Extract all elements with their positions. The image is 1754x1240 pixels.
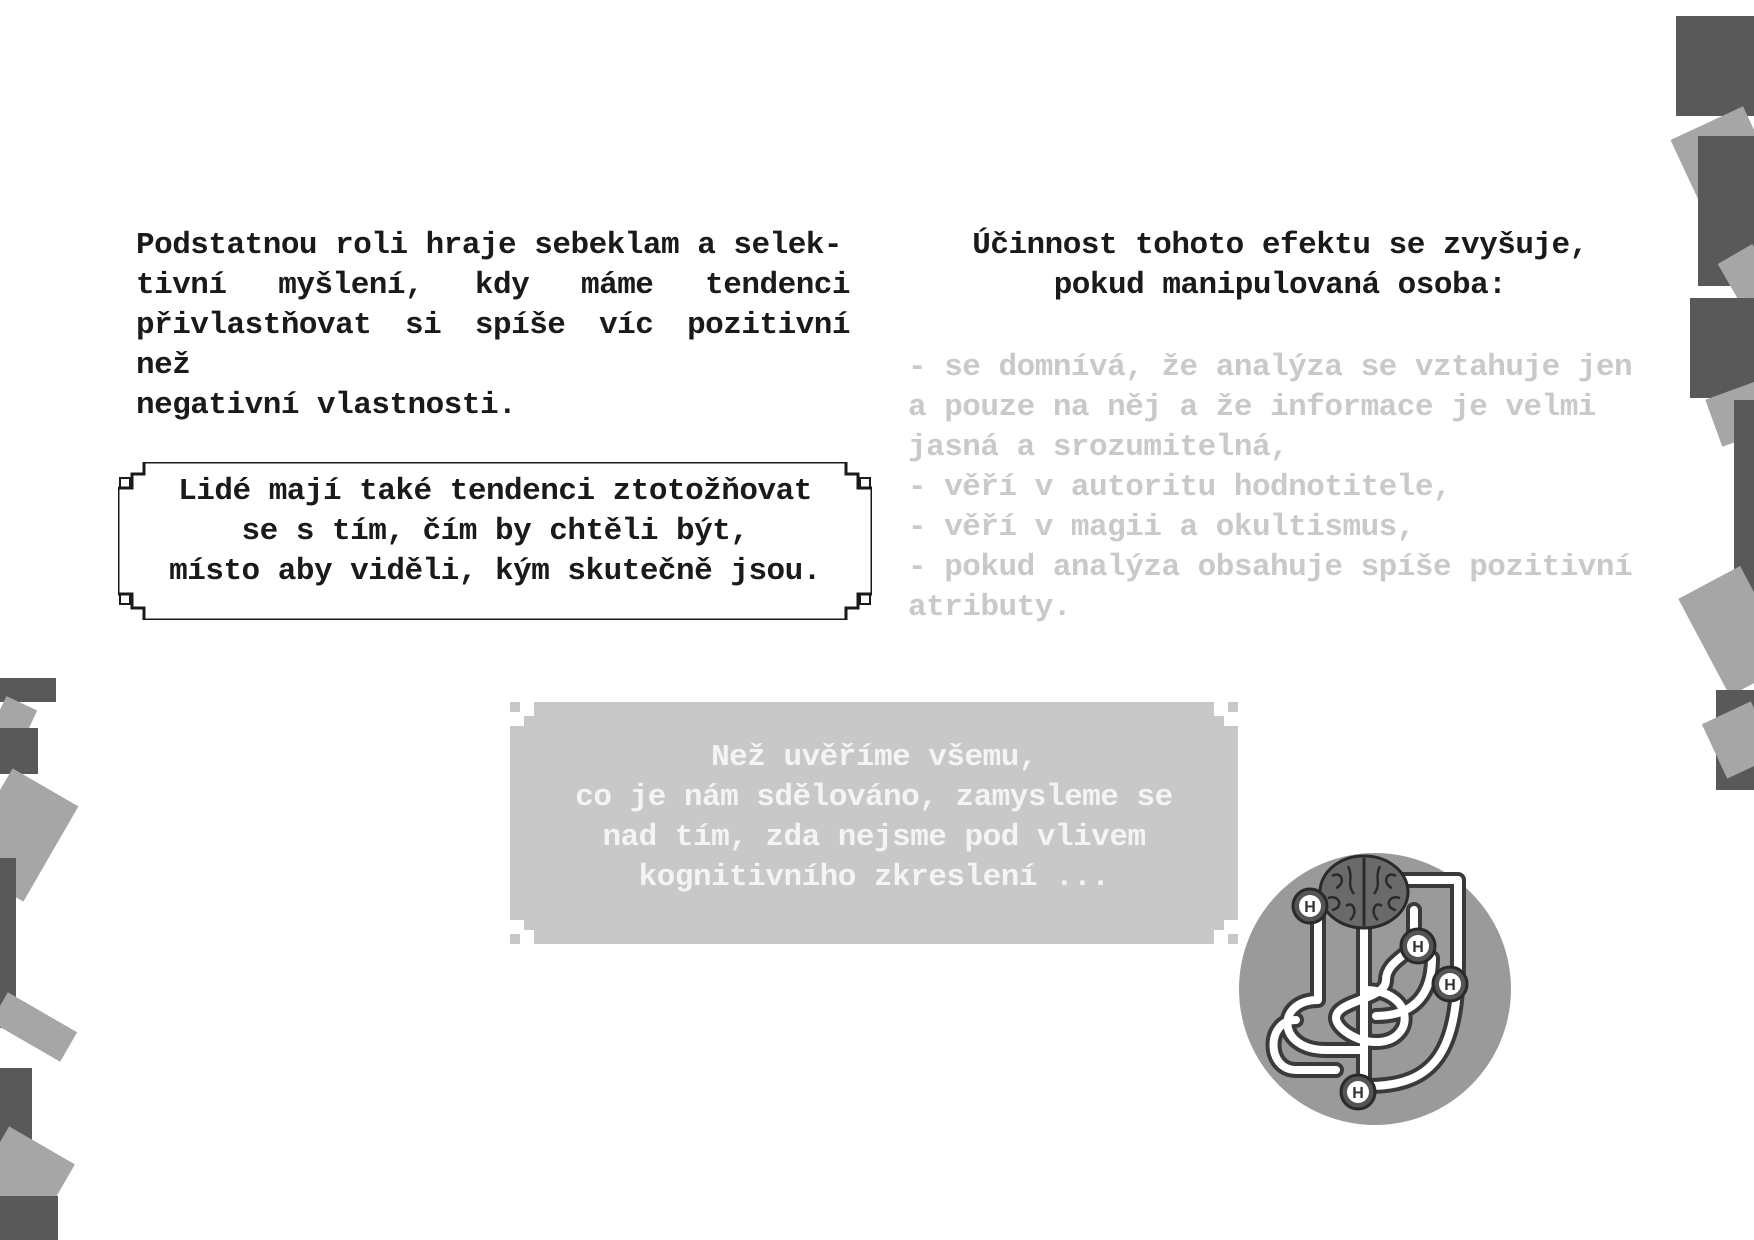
intro-line: Podstatnou roli hraje sebeklam a selek- [136,228,843,263]
list-item: - věří v magii a okultismus, [908,510,1415,545]
decor-block [0,1196,58,1240]
brain-icon [1320,856,1408,928]
svg-text:H: H [1444,977,1456,994]
banner-line: kognitivního zkreslení ... [638,860,1110,895]
list-item: - se domnívá, že analýza se vztahuje jen [908,350,1633,385]
svg-text:H: H [1304,899,1316,916]
brain-maze-icon [1236,850,1514,1128]
banner-line: co je nám sdělováno, zamysleme se [575,780,1173,815]
decor-block [0,992,77,1061]
banner-text [510,738,1238,898]
banner-line: Než uvěříme všemu, [711,740,1037,775]
svg-text:H: H [1352,1085,1364,1102]
quote-frame [118,462,872,620]
decor-block [1702,701,1754,778]
quote-line: Lidé mají také tendenci ztotožňovat [178,474,812,509]
list-item: - věří v autoritu hodnotitele, [908,470,1452,505]
effect-heading-line: pokud manipulovaná osoba: [1053,268,1507,303]
intro-line: přivlastňovat si spíše víc pozitivní než [136,308,850,383]
intro-line: tivní myšlení, kdy máme tendenci [136,268,850,303]
svg-text:H: H [1412,939,1424,956]
quote-text [118,472,872,592]
decor-block [1676,16,1754,116]
quote-line: se s tím, čím by chtěli být, [241,514,749,549]
banner-line: nad tím, zda nejsme pod vlivem [602,820,1146,855]
list-item: - pokud analýza obsahuje spíše pozitivní [908,550,1633,585]
effect-heading-line: Účinnost tohoto efektu se zvyšuje, [972,228,1588,263]
closing-banner [510,702,1238,944]
effect-list [908,348,1668,628]
decor-block [1678,566,1754,696]
intro-paragraph [136,226,850,426]
list-item: jasná a srozumitelná, [908,430,1289,465]
effect-heading [920,226,1640,306]
decor-block [0,728,38,774]
quote-line: místo aby viděli, kým skutečně jsou. [169,554,821,589]
intro-line: negativní vlastnosti. [136,388,517,423]
decor-block [1690,298,1754,398]
list-item: atributy. [908,590,1071,625]
list-item: a pouze na něj a že informace je velmi [908,390,1596,425]
